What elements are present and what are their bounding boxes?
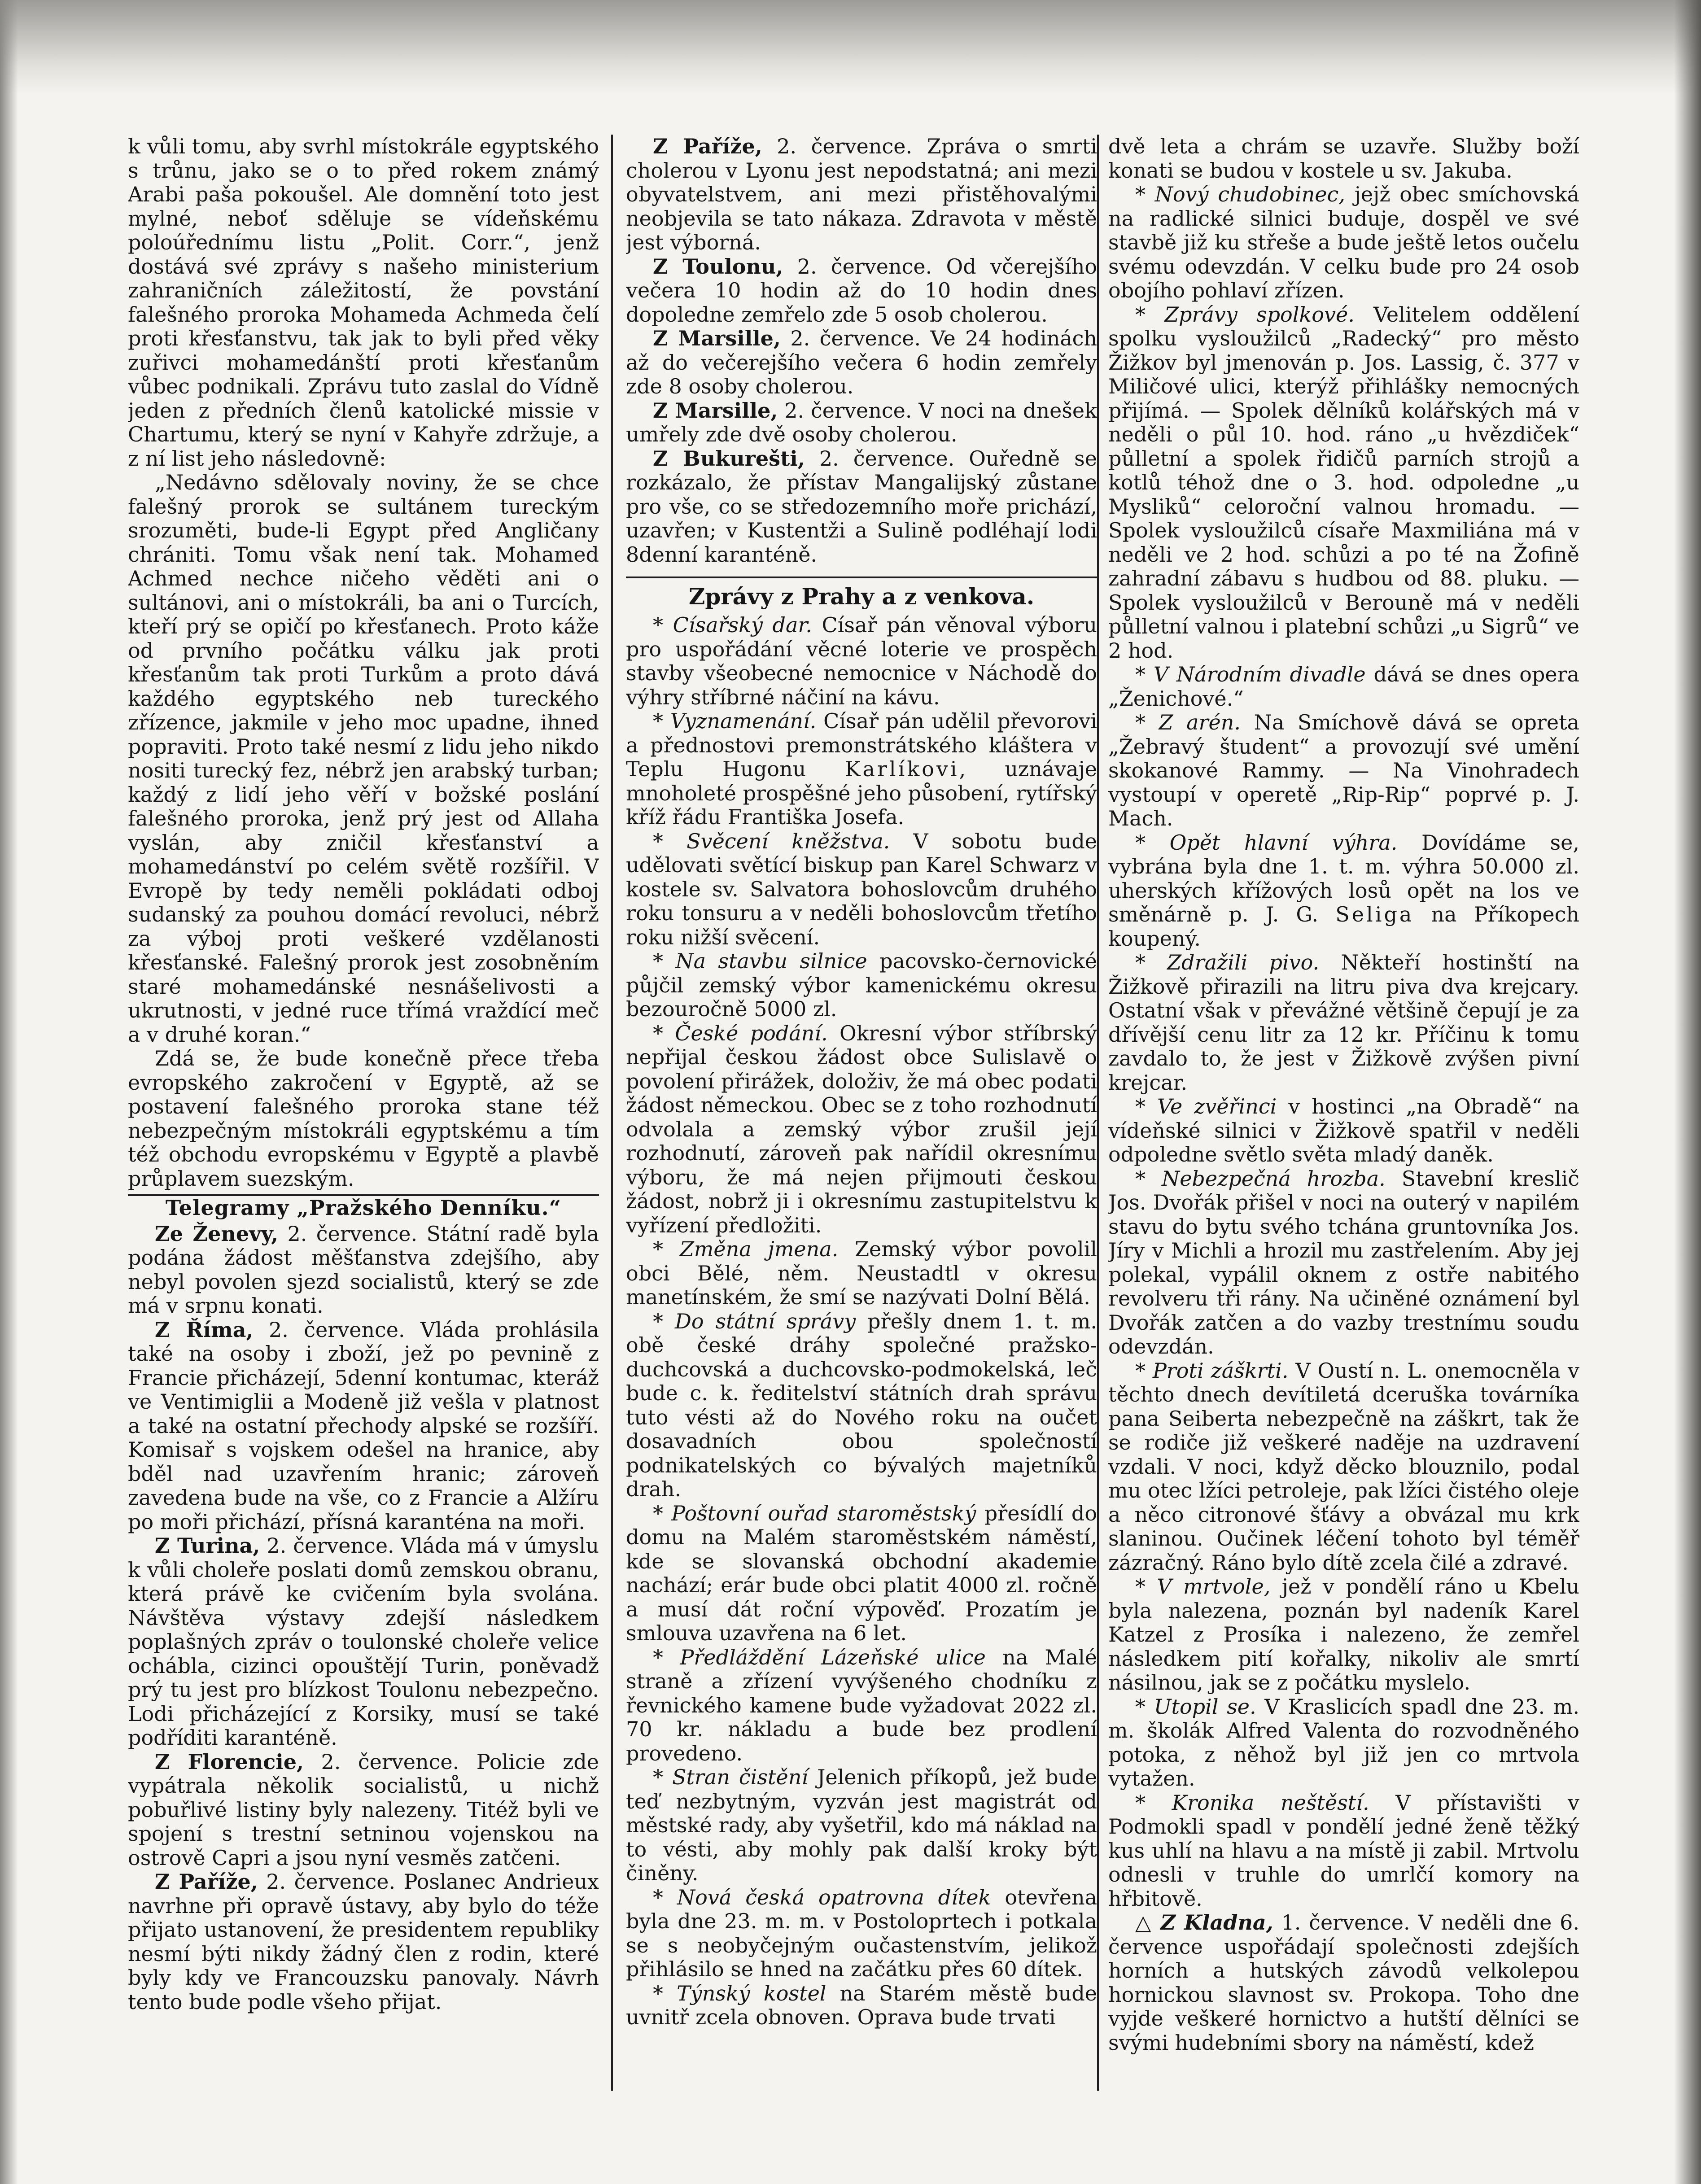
page-edge-shadow-top — [0, 0, 1701, 94]
telegram-text: 2. července. Ve 24 hodinách až do večerejšího večera 6 hodin zemřely zde 8 osoby cholerou. — [626, 326, 1097, 398]
telegram-item — [626, 135, 1097, 255]
news-item: * Změna jmena. Zemský výbor povolil obci Bělé, něm. Neustadtl v okresu manetínském, že smí se nazývati Dolní Bělá. — [626, 1237, 1097, 1309]
telegram-text: 2. července. Od včerejšího večera 10 hodin až do 10 hodin dnes dopoledne zemřelo zde 5 osob cholerou. — [626, 254, 1097, 327]
column-3 — [1108, 135, 1579, 2109]
news-item: * Utopil se. V Kraslicích spadl dne 23. m. m. školák Alfred Valenta do rozvodněného potoka, z něhož byl již jen co mrtvola vytažen. — [1108, 1694, 1579, 1791]
news-keyword: Nebezpečná hrozba. — [1161, 1166, 1386, 1191]
news-item: * Nová česká opatrovna dítek otevřena byla dne 23. m. m. v Postoloprtech i potkala se s neobyčejným oučastenstvím, jelikož přihlásilo se hned na začátku přes 60 dítek. — [626, 1885, 1097, 1981]
news-item: * V Národním divadle dává se dnes opera „Ženichové.“ — [1108, 662, 1579, 711]
news-item: * V mrtvole, jež v pondělí ráno u Kbelu byla nalezena, poznán byl nadeník Karel Katzel z Prosíka i nalezeno, že zemřel následkem pití kořalky, nikoliv ale smrtí násilnou, jak se z počátku myslelo. — [1108, 1574, 1579, 1695]
news-item: * Císařský dar. Císař pán věnoval výboru pro uspořádání věcné loterie ve prospěch stavby všeobecné nemocnice v Náchodě do výhry stříbrné náčiní na kávu. — [626, 613, 1097, 709]
column-divider-1 — [611, 135, 613, 2091]
telegram-item — [128, 1870, 599, 2014]
dateline: Z Paříže, — [155, 1870, 258, 1894]
news-item: * Opět hlavní výhra. Dovídáme se, vybrána byla dne 1. t. m. výhra 50.000 zl. uherských křížových losů opět na los ve směnárně p. J. G. Seliga na Příkopech koupený. — [1108, 830, 1579, 951]
telegram-item — [626, 399, 1097, 447]
news-keyword: Z arén. — [1159, 710, 1241, 734]
news-item: * Proti záškrti. V Oustí n. L. onemocněla v těchto dnech devítiletá dceruška továrníka pana Seiberta nebezpečně na záškrt, tak že se rodiče již veškeré naděje na uzdravení vzdali. V noci, když děcko blouznilo, podal mu otec lžíci petroleje, pak lžíci čistého oleje a něco citronové šťávy a obvázal mu krk slaninou. Oučinek léčení tohoto byl téměř zázračný. Ráno bylo dítě zcela čilé a zdravé. — [1108, 1358, 1579, 1575]
telegram-item — [626, 255, 1097, 327]
telegram-text: 2. července. Vláda prohlásila také na osoby i zboží, jež po pevnině z Francie přicházejí, 5denní kontumac, kteráž ve Ventimiglii a Modeně již vešla v platnost a také na ostatní přechody alpské se rozšíří. Komisař s vojskem odešel na hranice, aby bděl nad uzavřením hranic; zároveň zavedena bude na vše, co z Francie a Alžíru po moři přichází, přísná karanténa na moři. — [128, 1317, 599, 1534]
news-keyword: České podání. — [675, 1021, 828, 1045]
news-continuation: dvě leta a chrám se uzavře. Služby boží konati se budou v kostele u sv. Jakuba. — [1108, 135, 1579, 183]
page-edge-shadow-left — [0, 0, 18, 2184]
news-keyword: Předláždění Lázeňské ulice — [680, 1645, 986, 1669]
column-1 — [128, 135, 599, 2109]
news-item: * Předláždění Lázeňské ulice na Malé straně a zřízení vyvýšeného chodníku z řevnického kamene bude vyžadovat 2022 zl. 70 kr. nákladu a bude bez prodlení provedeno. — [626, 1645, 1097, 1765]
triangle-icon: △ — [1135, 1910, 1153, 1935]
telegram-text: 2. července. Státní radě byla podána žádost měšťanstva zdejšího, aby nebyl povolen sjezd socialistů, který se zde má v srpnu konati. — [128, 1221, 599, 1318]
dateline: Z Turina, — [155, 1533, 260, 1558]
news-item: * Z arén. Na Smíchově dává se opreta „Žebravý študent“ a provozují své umění skokanové Rammy. — Na Vinohradech vystoupí v operetě „Rip-Rip“ poprvé p. J. Mach. — [1108, 710, 1579, 830]
news-keyword: Poštovní ouřad staroměstský — [671, 1501, 976, 1525]
article-egypt-intro: k vůli tomu, aby svrhl místokrále egyptského s trůnu, jako se o to před rokem známý Arabi paša pokoušel. Ale domnění toto jest mylné, neboť sděluje se vídeňskému poloúřednímu listu „Polit. Corr.“, jenž dostává své zprávy s našeho ministerium zahraničních záležitostí, že povstání falešného proroka Mohameda Achmeda čelí proti křesťanstvu, tak jak to byli před věky zuřivci mohamedánští proti křesťanům vůbec podnikali. Zprávu tuto zaslal do Vídně jeden z předních členů katolické missie v Chartumu, který se nyní v Kahyře zdržuje, a z ní list jeho následovně: — [128, 135, 599, 471]
news-keyword: V mrtvole, — [1157, 1574, 1271, 1599]
news-item: * Ve zvěřinci v hostinci „na Obradě“ na vídeňské silnici v Žižkově spatřil v neděli odpoledne světlo světa mladý daněk. — [1108, 1094, 1579, 1166]
telegram-item — [128, 1318, 599, 1534]
telegram-item — [128, 1534, 599, 1750]
news-item: △ Z Kladna, 1. července. V neděli dne 6. července uspořádají společnosti zdejších horních a hutských závodů velkolepou hornickou slavnost sv. Prokopa. Toho dne vyjde veškeré hornictvo a hutští dělníci se svými hudebními sbory na náměstí, kdež — [1108, 1910, 1579, 2055]
telegram-item — [128, 1750, 599, 1870]
telegram-item — [626, 447, 1097, 567]
news-keyword: Nový chudobinec, — [1154, 182, 1345, 206]
news-keyword: Týnský kostel — [677, 1981, 826, 2005]
news-keyword: Nová česká opatrovna dítek — [677, 1885, 991, 1909]
news-item: * Stran čistění Jelenich příkopů, jež bude teď nezbytným, vyzván jest magistrát od městské rady, aby vyšetřil, kdo má náklad na to vésti, aby mohly pak další kroky být činěny. — [626, 1765, 1097, 1885]
news-item: * Do státní správy přešly dnem 1. t. m. obě české dráhy společné pražsko-duchcovská a duchcovsko-podmokelská, leč bude c. k. ředitelství státních drah správu tuto vésti až do Nového roku na oučet dosavadních obou společností podnikatelských co bývalých majetníků drah. — [626, 1309, 1097, 1501]
telegram-text: 2. července. Poslanec Andrieux navrhne při opravě ústavy, aby bylo do téže přijato ustanovení, že presidentem republiky nesmí býti nikdy žádný člen z rodin, které byly kdy ve Francouzsku panovaly. Návrh tento bude podle všeho přijat. — [128, 1870, 599, 2014]
dateline: Z Kladna, — [1160, 1910, 1273, 1935]
dateline: Z Florencie, — [155, 1749, 304, 1774]
news-keyword: Ve zvěřinci — [1157, 1094, 1277, 1118]
news-keyword: Zprávy spolkové. — [1164, 302, 1355, 327]
person-name: Karlíkovi — [845, 757, 959, 781]
news-keyword: Opět hlavní výhra. — [1169, 830, 1398, 855]
column-divider-2 — [1097, 135, 1099, 2091]
article-egypt-quote: „Nedávno sdělovaly noviny, že se chce falešný prorok se sultánem tureckým srozuměti, bude-li Egypt před Angličany chrániti. Tomu však není tak. Mohamed Achmed nechce ničeho věděti ani o sultánovi, ani o místokráli, ba ani o Turcích, kteří prý se opičí po křesťanech. Proto káže od prvního počátku válku jak proti křesťanům tak proti Turkům a proto dává každého egyptského neb tureckého zřízence, jakmile v jeho moc upadne, ihned popraviti. Proto také nesmí z lidu jeho nikdo nositi turecký fez, nébrž jen arabský turban; každý z lidí jeho věří v božské poslání falešného proroka, jenž prý jest od Allaha vyslán, aby zničil křesťanství a mohamedánství po celém světě rozšířil. V Evropě by tedy neměli pokládati odboj sudanský za pouhou domácí revoluci, nébrž za výboj proti veškeré vzdělanosti křesťanské. Falešný prorok jest zosobněním staré mohamedánské nesnášelivosti a ukrutnosti, v jedné ruce třímá vraždící meč a v druhé koran.“ — [128, 470, 599, 1047]
news-keyword: Utopil se. — [1154, 1694, 1256, 1719]
news-item: * Na stavbu silnice pacovsko-černovické půjčil zemský výbor kamenickému okresu bezouročně 5000 zl. — [626, 949, 1097, 1021]
section-title-prague-news: Zprávy z Prahy a z venkova. — [688, 583, 1035, 610]
section-rule — [626, 577, 1097, 578]
news-keyword: Zdražili pivo. — [1167, 950, 1320, 974]
news-keyword: Do státní správy — [674, 1309, 856, 1333]
news-keyword: Svěcení kněžstva. — [687, 829, 890, 853]
news-keyword: Stran čistění — [672, 1765, 809, 1789]
news-item: * Svěcení kněžstva. V sobotu bude udělovati světící biskup pan Karel Schwarz v kostele sv. Salvatora bohoslovcům druhého roku tonsuru a v neděli bohoslovcům třetího roku nižší svěcení. — [626, 829, 1097, 949]
dateline: Z Marsille, — [653, 326, 781, 350]
news-item: * Zdražili pivo. Někteří hostinští na Žižkově přirazili na litru piva dva krejcary. Ostatní však v převážné většině čepují je za dřívější cenu litr za 12 kr. Příčinu k tomu zavdalo to, že jest v Žižkově zvýšen pivní krejcar. — [1108, 950, 1579, 1095]
dateline: Z Bukurešti, — [653, 446, 805, 471]
news-item: * Nebezpečná hrozba. Stavební kreslič Jos. Dvořák přišel v noci na outerý v napilém stavu do bytu svého tchána gruntovníka Jos. Jíry v Michli a hrozil mu zastřelením. Aby jej polekal, vypálil oknem z ostře nabitého revolveru tři rány. Na učiněné oznámení byl Dvořák zatčen a do vazby trestnímu soudu odevzdán. — [1108, 1166, 1579, 1358]
column-2 — [626, 135, 1097, 2109]
dateline: Z Marsille, — [653, 398, 778, 423]
news-item: * Týnský kostel na Starém městě bude uvnitř zcela obnoven. Oprava bude trvati — [626, 1981, 1097, 2029]
telegram-text: 2. července. Zpráva o smrti cholerou v Lyonu jest nepodstatná; ani mezi obyvatelstvem, ani mezi přistěhovalými neobjevila se tato nákaza. Zdravota v městě jest výborná. — [626, 135, 1097, 254]
dateline: Z Říma, — [155, 1317, 254, 1342]
dateline: Z Toulonu, — [653, 254, 783, 279]
telegrams-heading: Telegramy „Pražského Denníku.“ — [128, 1194, 599, 1220]
article-egypt-conclusion: Zdá se, že bude konečně přece třeba evropského zakročení v Egyptě, až se postavení falešného proroka stane též nebezpečným místokráli egyptskému a tím též obchodu evropskému v Egyptě a plavbě průplavem suezským. — [128, 1046, 599, 1191]
telegram-item — [128, 1222, 599, 1318]
telegram-text: 2. července. Vláda má v úmyslu k vůli choleře poslati domů zemskou obranu, která právě ke cvičením byla svolána. Návštěva výstavy zdejší následkem poplašných zpráv o toulonské choleře velice ochábla, cizinci opouštějí Turin, poněvadž prý tu jest pro blízkost Toulonu nebezpečno. Lodi přicházející z Korsiky, musí se také podříditi karanténě. — [128, 1533, 599, 1750]
news-item: * České podání. Okresní výbor stříbrský nepřijal českou žádost obce Sulislavě o povolení přirážek, doloživ, že má obec podati žádost německou. Obec se z toho rozhodnutí odvolala a zemský výbor zrušil její rozhodnutí, zároveň pak nařídil okresnímu výboru, že má nejen přijmouti českou žádost, nobrž ji i okresnímu zastupitelstvu k vyřízení předložiti. — [626, 1021, 1097, 1237]
news-item: * Vyznamenání. Císař pán udělil převorovi a přednostovi premonstrátského kláštera v Teplu Hugonu Karlíkovi, uznávaje mnoholeté prospěšné jeho působení, rytířský kříž řádu Františka Josefa. — [626, 709, 1097, 829]
person-name: Seliga — [1335, 902, 1414, 926]
news-keyword: Kronika neštěstí. — [1172, 1790, 1369, 1815]
news-keyword: Vyznamenání. — [670, 709, 817, 733]
news-keyword: V Národním divadle — [1153, 662, 1366, 686]
telegram-item — [626, 327, 1097, 399]
news-item: * Zprávy spolkové. Velitelem oddělení spolku vysloužilců „Radecký“ pro město Žižkov byl jmenován p. Jos. Lassig, č. 377 v Miličové ulici, kterýž přihlášky nemocných přijímá. — Spolek dělníků kolářských má v neděli o půl 10. hod. ráno „u hvězdiček“ půlletní a spolek řidičů parních strojů a kotlů téhož dne o 3. hod. odpoledne „u Mysliků“ celoroční valnou hromadu. — Spolek vysloužilců císaře Maxmiliána má v neděli ve 2 hod. schůzi a po té na Žofině zahradní zábavu s hudbou od 88. pluku. — Spolek vysloužilců v Berouně má v neděli půlletní valnou i platební schůzi „u Sigrů“ ve 2 hod. — [1108, 302, 1579, 663]
dateline: Z Paříže, — [653, 135, 762, 158]
news-keyword: Proti záškrti. — [1152, 1358, 1289, 1383]
telegram-text: 2. července. Policie zde vypátrala několik socialistů, u nichž pobuřlivé listiny byly nalezeny. Titéž byli ve spojení s trestní setninou vojenskou na ostrově Capri a jsou nyní vesměs zatčeni. — [128, 1749, 599, 1870]
news-item: * Kronika neštěstí. V přístavišti v Podmokli spadl v pondělí jedné ženě těžký kus uhlí na hlavu a na místě ji zabil. Mrtvolu odnesli v truhle do umrlčí komory na hřbitově. — [1108, 1790, 1579, 1911]
news-item: * Poštovní ouřad staroměstský přesídlí do domu na Malém staroměstském náměstí, kde se slovanská obchodní akademie nachází; erár bude obci platit 4000 zl. ročně a musí dát roční výpověď. Prozatím je smlouva uzavřena na 6 let. — [626, 1501, 1097, 1645]
news-item: * Nový chudobinec, jejž obec smíchovská na radlické silnici buduje, dospěl ve své stavbě již ku střeše a bude ještě letos oučelu svému odevzdán. V celku bude pro 24 osob obojího pohlaví zřízen. — [1108, 182, 1579, 302]
telegram-text: 2. července. Ouředně se rozkázalo, že přístav Mangalijský zůstane pro vše, co se středozemního moře prichází, uzavřen; v Kustentži a Sulině podléhají lodi 8denní karanténě. — [626, 446, 1097, 567]
page-edge-shadow-right — [1674, 0, 1701, 2184]
news-keyword: Na stavbu silnice — [675, 949, 867, 973]
news-keyword: Změna jmena. — [679, 1237, 839, 1261]
news-keyword: Císařský dar. — [673, 613, 812, 637]
telegram-text: 2. července. V noci na dnešek umřely zde dvě osoby cholerou. — [626, 398, 1097, 446]
dateline: Ze Ženevy, — [155, 1221, 279, 1246]
